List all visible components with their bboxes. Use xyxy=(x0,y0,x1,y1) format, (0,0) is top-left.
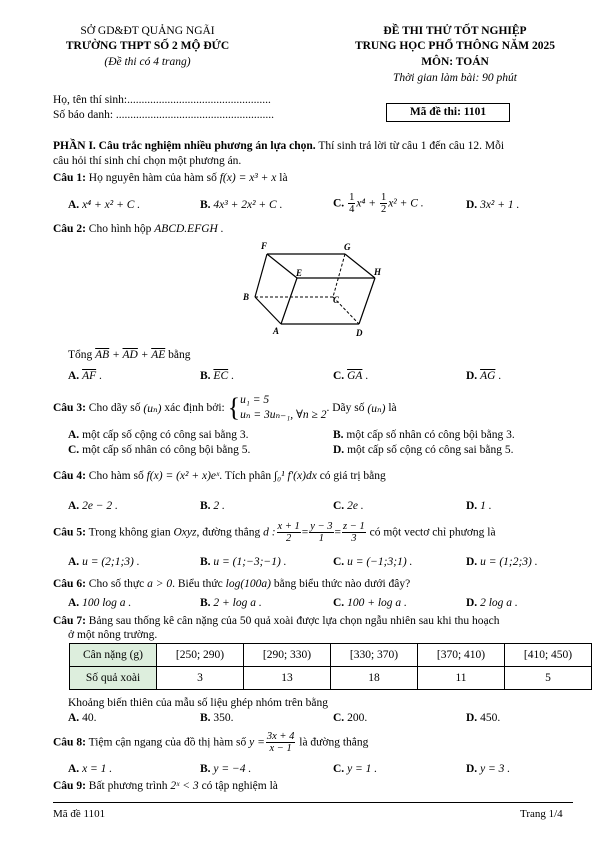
q1-expr: f(x) = x³ + x xyxy=(219,172,277,184)
q1-option-a[interactable]: A. x⁴ + x² + C . xyxy=(68,199,141,211)
q8-option-c[interactable]: C. y = 1 . xyxy=(333,763,378,775)
table-header-cell: Cân nặng (g) xyxy=(70,644,157,667)
pages-note: (Đề thi có 4 trang) xyxy=(104,56,191,68)
part1-desc: Thí sinh trả lời từ câu 1 đến câu 12. Mỗi xyxy=(315,140,505,152)
q8-option-a[interactable]: A. x = 1 . xyxy=(68,763,113,775)
exam-code-box: Mã đề thi: 1101 xyxy=(386,103,510,122)
q5-stem: Câu 5: Trong không gian Oxyz, đường thẳng d : $\frac{x + 1}{2}$ = $\frac{y - 3}{1}$ = $\frac{z - 1}{3}$ có một vectơ chỉ phương là xyxy=(53,521,496,544)
q1-tail: là xyxy=(276,172,288,184)
q5-option-c[interactable]: C. u = (−1;3;1) . xyxy=(333,556,413,568)
q2-stem xyxy=(53,223,224,235)
part1-title: PHẦN I. Câu trắc nghiệm nhiều phương án lựa chọn. xyxy=(53,140,316,152)
footer-page: Trang 1/4 xyxy=(520,808,563,820)
q8-option-b[interactable]: B. y = −4 . xyxy=(200,763,252,775)
q1-text: Họ nguyên hàm của hàm số xyxy=(85,172,220,184)
subject: MÔN: TOÁN xyxy=(421,56,489,68)
q2-sum-line: Tổng $\overline{AB} + \overline{AD} + \overline{AE}$ bằng xyxy=(68,349,191,361)
q3-stem: Câu 3: Cho dãy số (uₙ) xác định bởi: { u₁ = 5 uₙ = 3uₙ₋₁, ∀n ≥ 2 . Dãy số (uₙ) là xyxy=(53,393,397,422)
table-header-cell: Số quả xoài xyxy=(70,667,157,690)
q9-stem: Câu 9: Bất phương trình 2ˣ < 3 có tập nghiệm là xyxy=(53,780,278,792)
q1-label: Câu 1: xyxy=(53,172,86,184)
q2-option-b[interactable]: B. $\overline{EC}$ . xyxy=(200,370,234,382)
q6-option-a[interactable]: A. 100 log a . xyxy=(68,597,132,609)
q2-label: Câu 2: xyxy=(53,223,86,235)
vertex-g: G xyxy=(344,242,351,252)
footer-code: Mã đề 1101 xyxy=(53,808,106,820)
vertex-b: B xyxy=(243,292,250,302)
part1-heading xyxy=(53,140,504,152)
q3-option-d[interactable]: D. một cấp số cộng có công sai bằng 5. xyxy=(333,444,514,456)
q4-stem: Câu 4: Cho hàm số f(x) = (x² + x)eˣ. Tích phân ∫₀¹ f′(x)dx có giá trị bằng xyxy=(53,470,386,482)
q1-stem xyxy=(53,172,288,184)
table-row: Số quả xoài 3 13 18 11 5 xyxy=(70,667,592,690)
q2-text: Cho hình hộp xyxy=(85,223,155,235)
q1-option-b[interactable]: B. 4x³ + 2x² + C . xyxy=(200,199,283,211)
vertex-h: H xyxy=(374,267,382,277)
vertex-c: C xyxy=(333,295,340,305)
q5-option-d[interactable]: D. u = (1;2;3) . xyxy=(466,556,538,568)
part1-desc-2: câu hỏi thí sinh chỉ chọn một phương án. xyxy=(53,155,242,167)
q3-system-line-2: uₙ = 3uₙ₋₁, ∀n ≥ 2 xyxy=(240,409,327,421)
q7-question: Khoảng biến thiên của mẫu số liệu ghép nhóm trên bằng xyxy=(68,697,328,709)
q7-option-a[interactable]: A. 40. xyxy=(68,712,97,724)
q4-option-b[interactable]: B. 2 . xyxy=(200,500,225,512)
q7-option-c[interactable]: C. 200. xyxy=(333,712,368,724)
school-name: TRƯỜNG THPT SỐ 2 MỘ ĐỨC xyxy=(65,40,230,52)
q8-option-d[interactable]: D. y = 3 . xyxy=(466,763,511,775)
q3-option-a[interactable]: A. một cấp số cộng có công sai bằng 3. xyxy=(68,429,249,441)
exam-title-1: ĐỀ THI THỬ TỐT NGHIỆP xyxy=(383,25,527,37)
q1-option-d[interactable]: D. 3x² + 1 . xyxy=(466,199,520,211)
candidate-id-label: Số báo danh: ....................................................... xyxy=(53,109,275,121)
q3-option-c[interactable]: C. một cấp số nhân có công bội bằng 5. xyxy=(68,444,251,456)
vertex-d: D xyxy=(356,328,363,338)
vertex-a: A xyxy=(273,326,280,336)
q4-integral: ∫₀¹ f′(x)dx xyxy=(274,470,317,482)
q4-option-c[interactable]: C. 2e . xyxy=(333,500,364,512)
q3-system-line-1: u₁ = 5 xyxy=(240,394,270,406)
q2-option-a[interactable]: A. $\overline{AF}$ . xyxy=(68,370,102,382)
q1-option-c[interactable]: C. $\frac{1}{4}$ x⁴ + $\frac{1}{2}$ x² + C . xyxy=(333,192,424,215)
vertex-e: E xyxy=(296,268,303,278)
q7-option-b[interactable]: B. 350. xyxy=(200,712,234,724)
exam-title-2: TRUNG HỌC PHỔ THÔNG NĂM 2025 xyxy=(354,40,556,52)
candidate-name-label: Họ, tên thí sinh:.................................................. xyxy=(53,94,271,106)
q6-option-b[interactable]: B. 2 + log a . xyxy=(200,597,262,609)
q6-option-c[interactable]: C. 100 + log a . xyxy=(333,597,407,609)
q6-option-d[interactable]: D. 2 log a . xyxy=(466,597,518,609)
q7-option-d[interactable]: D. 450. xyxy=(466,712,501,724)
q5-option-b[interactable]: B. u = (1;−3;−1) . xyxy=(200,556,287,568)
q8-stem: Câu 8: Tiệm cận ngang của đồ thị hàm số y = $\frac{3x + 4}{x - 1}$ là đường thẳng xyxy=(53,731,369,754)
q6-stem: Câu 6: Cho số thực a > 0. Biểu thức log(100a) bằng biểu thức nào dưới đây? xyxy=(53,578,411,590)
weight-table xyxy=(69,643,592,690)
q2-option-d[interactable]: D. $\overline{AG}$ . xyxy=(466,370,502,382)
q3-option-b[interactable]: B. một cấp số nhân có công bội bằng 3. xyxy=(333,429,515,441)
time-limit: Thời gian làm bài: 90 phút xyxy=(392,72,518,84)
q5-option-a[interactable]: A. u = (2;1;3) . xyxy=(68,556,140,568)
q2-option-c[interactable]: C. $\overline{GA}$ . xyxy=(333,370,369,382)
table-row: Cân nặng (g) [250; 290) [290; 330) [330; 370) [370; 410) [410; 450) xyxy=(70,644,592,667)
box-figure xyxy=(235,240,395,345)
q4-option-a[interactable]: A. 2e − 2 . xyxy=(68,500,118,512)
footer-divider xyxy=(53,802,573,803)
q7-stem: Câu 7: Bảng sau thống kê cân nặng của 50 quả xoài được lựa chọn ngẫu nhiên sau khi thu hoạch xyxy=(53,615,500,627)
vertex-f: F xyxy=(261,241,268,251)
q2-expr: ABCD.EFGH . xyxy=(154,223,224,235)
q4-option-d[interactable]: D. 1 . xyxy=(466,500,492,512)
q7-stem-2: ở một nông trường. xyxy=(68,629,158,641)
dept-name: SỞ GD&ĐT QUẢNG NGÃI xyxy=(80,25,215,37)
